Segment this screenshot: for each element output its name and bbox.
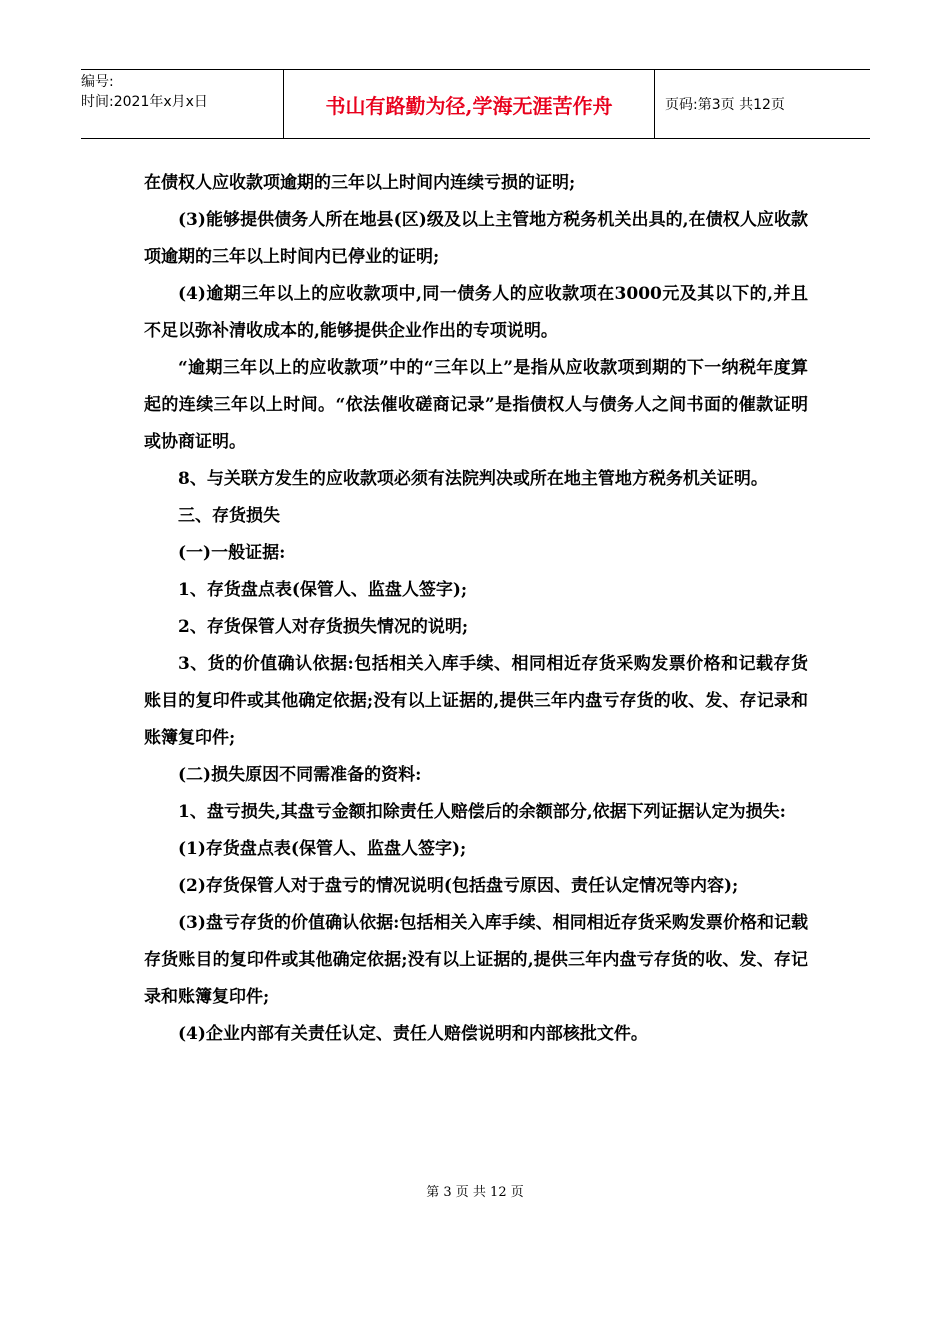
- subsection-heading: (一)一般证据:: [178, 543, 286, 563]
- paragraph: “逾期三年以上的应收款项”中的“三年以上”是指从应收款项到期的下一纳税年度算起的连续三年以上时间。“依法催收磋商记录”是指债权人与债务人之间书面的催款证明或协商证明。: [144, 358, 808, 452]
- list-item: (4)企业内部有关责任认定、责任人赔偿说明和内部核批文件。: [178, 1024, 648, 1044]
- document-body: [144, 165, 808, 1053]
- list-item: (2)存货保管人对于盘亏的情况说明(包括盘亏原因、责任认定情况等内容);: [178, 876, 739, 896]
- doc-date-label: 时间:2021年x月x日: [81, 94, 208, 110]
- list-item: 1、存货盘点表(保管人、监盘人签字);: [178, 580, 468, 600]
- paragraph: 8、与关联方发生的应收款项必须有法院判决或所在地主管地方税务机关证明。: [178, 469, 768, 489]
- list-item: 2、存货保管人对存货损失情况的说明;: [178, 617, 469, 637]
- list-item: 1、盘亏损失,其盘亏金额扣除责任人赔偿后的余额部分,依据下列证据认定为损失:: [178, 802, 786, 822]
- header-meta: [81, 70, 283, 138]
- doc-number-label: 编号:: [81, 74, 114, 90]
- subsection-heading: (二)损失原因不同需准备的资料:: [178, 765, 422, 785]
- header-motto: 书山有路勤为径,学海无涯苦作舟: [283, 70, 655, 138]
- list-item: 3、货的价值确认依据:包括相关入库手续、相同相近存货采购发票价格和记载存货账目的复印件或其他确定依据;没有以上证据的,提供三年内盘亏存货的收、发、存记录和账簿复印件;: [144, 654, 808, 748]
- list-item: (3)盘亏存货的价值确认依据:包括相关入库手续、相同相近存货采购发票价格和记载存货账目的复印件或其他确定依据;没有以上证据的,提供三年内盘亏存货的收、发、存记录和账簿复印件;: [144, 913, 808, 1007]
- header-page-info: 页码:第3页 共12页: [665, 97, 785, 113]
- list-item: (1)存货盘点表(保管人、监盘人签字);: [178, 839, 467, 859]
- paragraph: (4)逾期三年以上的应收款项中,同一债务人的应收款项在3000元及其以下的,并且不足以弥补清收成本的,能够提供企业作出的专项说明。: [144, 284, 808, 341]
- page-header: [81, 69, 870, 139]
- paragraph: 在债权人应收款项逾期的三年以上时间内连续亏损的证明;: [144, 173, 576, 193]
- section-heading: 三、存货损失: [178, 506, 280, 526]
- page-footer: 第 3 页 共 12 页: [426, 1185, 524, 1200]
- paragraph: (3)能够提供债务人所在地县(区)级及以上主管地方税务机关出具的,在债权人应收款项逾期的三年以上时间内已停业的证明;: [144, 210, 808, 267]
